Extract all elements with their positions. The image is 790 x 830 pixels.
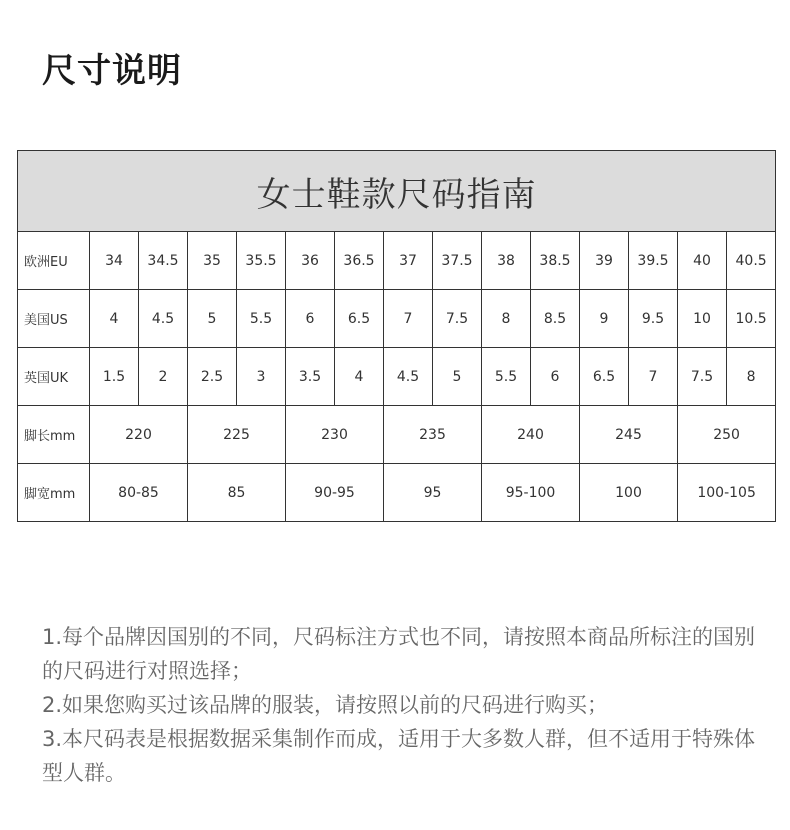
uk-size-cell: 4.5: [384, 348, 433, 406]
row-label-foot-width: 脚宽mm: [18, 464, 90, 522]
us-size-cell: 6: [286, 290, 335, 348]
eu-size-cell: 39.5: [629, 232, 678, 290]
foot-width-cell: 90-95: [286, 464, 384, 522]
foot-length-cell: 230: [286, 406, 384, 464]
eu-size-cell: 36.5: [335, 232, 384, 290]
foot-width-row: [18, 464, 776, 522]
us-size-cell: 9.5: [629, 290, 678, 348]
size-chart-table: [17, 150, 776, 522]
size-notes: [42, 620, 762, 790]
us-size-cell: 7.5: [433, 290, 482, 348]
us-size-cell: 5: [188, 290, 237, 348]
foot-length-row: [18, 406, 776, 464]
row-label-uk: 英国UK: [18, 348, 90, 406]
us-size-cell: 6.5: [335, 290, 384, 348]
uk-size-cell: 6: [531, 348, 580, 406]
uk-size-cell: 7.5: [678, 348, 727, 406]
note-item: 1.每个品牌因国别的不同，尺码标注方式也不同，请按照本商品所标注的国别的尺码进行对照选择；: [42, 625, 756, 683]
eu-size-cell: 38: [482, 232, 531, 290]
uk-size-cell: 2: [139, 348, 188, 406]
table-title: 女士鞋款尺码指南: [18, 151, 776, 232]
eu-size-cell: 36: [286, 232, 335, 290]
note-item: 2.如果您购买过该品牌的服装，请按照以前的尺码进行购买；: [42, 693, 609, 717]
uk-size-cell: 3.5: [286, 348, 335, 406]
eu-size-cell: 40.5: [727, 232, 776, 290]
uk-size-cell: 3: [237, 348, 286, 406]
uk-size-cell: 6.5: [580, 348, 629, 406]
us-size-cell: 4: [90, 290, 139, 348]
row-label-us: 美国US: [18, 290, 90, 348]
eu-size-cell: 35.5: [237, 232, 286, 290]
foot-width-cell: 95: [384, 464, 482, 522]
us-size-cell: 4.5: [139, 290, 188, 348]
us-size-cell: 10.5: [727, 290, 776, 348]
eu-size-cell: 35: [188, 232, 237, 290]
foot-width-cell: 95-100: [482, 464, 580, 522]
foot-length-cell: 225: [188, 406, 286, 464]
foot-width-cell: 100-105: [678, 464, 776, 522]
row-label-eu: 欧洲EU: [18, 232, 90, 290]
uk-size-cell: 5.5: [482, 348, 531, 406]
foot-length-cell: 245: [580, 406, 678, 464]
eu-size-row: [18, 232, 776, 290]
eu-size-cell: 38.5: [531, 232, 580, 290]
note-item: 3.本尺码表是根据数据采集制作而成，适用于大多数人群，但不适用于特殊体型人群。: [42, 727, 756, 785]
foot-length-cell: 250: [678, 406, 776, 464]
eu-size-cell: 40: [678, 232, 727, 290]
table-title-row: [18, 151, 776, 232]
us-size-cell: 8.5: [531, 290, 580, 348]
us-size-cell: 5.5: [237, 290, 286, 348]
uk-size-cell: 5: [433, 348, 482, 406]
eu-size-cell: 37.5: [433, 232, 482, 290]
uk-size-cell: 1.5: [90, 348, 139, 406]
eu-size-cell: 39: [580, 232, 629, 290]
uk-size-cell: 2.5: [188, 348, 237, 406]
eu-size-cell: 34.5: [139, 232, 188, 290]
uk-size-cell: 4: [335, 348, 384, 406]
foot-width-cell: 80-85: [90, 464, 188, 522]
us-size-cell: 9: [580, 290, 629, 348]
foot-width-cell: 85: [188, 464, 286, 522]
us-size-row: [18, 290, 776, 348]
row-label-foot-length: 脚长mm: [18, 406, 90, 464]
eu-size-cell: 34: [90, 232, 139, 290]
us-size-cell: 8: [482, 290, 531, 348]
foot-length-cell: 220: [90, 406, 188, 464]
eu-size-cell: 37: [384, 232, 433, 290]
uk-size-cell: 8: [727, 348, 776, 406]
uk-size-row: [18, 348, 776, 406]
foot-length-cell: 235: [384, 406, 482, 464]
page-title: 尺寸说明: [42, 51, 182, 91]
uk-size-cell: 7: [629, 348, 678, 406]
us-size-cell: 10: [678, 290, 727, 348]
us-size-cell: 7: [384, 290, 433, 348]
foot-length-cell: 240: [482, 406, 580, 464]
foot-width-cell: 100: [580, 464, 678, 522]
